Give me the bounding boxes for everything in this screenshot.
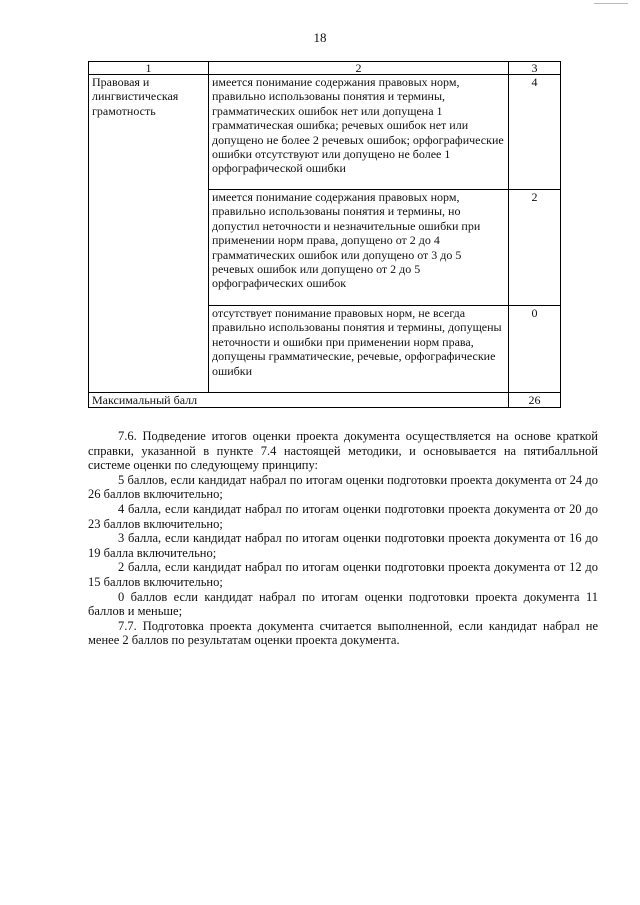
table-header-row: [89, 62, 561, 75]
header-cell-3: 3: [509, 62, 561, 75]
description-cell: отсутствует понимание правовых норм, не всегда правильно использованы понятия и термины, допущены неточности и ошибки при применении норм права, допущены грамматические, речевые, орфографические ошибки: [209, 306, 509, 393]
header-cell-1: 1: [89, 62, 209, 75]
paragraph-grade-3: 3 балла, если кандидат набрал по итогам оценки подготовки проекта документа от 16 до 19 балла включительно;: [88, 531, 598, 560]
scan-mark: [594, 3, 628, 4]
page-number: 18: [313, 30, 327, 45]
scoring-table: [88, 61, 561, 408]
max-score-value: 26: [509, 393, 561, 408]
score-cell: 0: [509, 306, 561, 393]
criterion-cell: Правовая и лингвистическая грамотность: [89, 75, 209, 393]
header-cell-2: 2: [209, 62, 509, 75]
paragraph-grade-5: 5 баллов, если кандидат набрал по итогам оценки подготовки проекта документа от 24 до 26 баллов включительно;: [88, 472, 598, 502]
body-text: [88, 429, 598, 648]
table-total-row: [89, 393, 561, 408]
paragraph-7-7: 7.7. Подготовка проекта документа считается выполненной, если кандидат набрал не менее 2 баллов по результатам оценки проекта документа.: [88, 618, 598, 648]
scoring-table-container: [88, 61, 560, 408]
score-cell: 4: [509, 75, 561, 190]
paragraph-grade-2: 2 балла, если кандидат набрал по итогам оценки подготовки проекта документа от 12 до 15 баллов включительно;: [88, 560, 598, 589]
description-cell: имеется понимание содержания правовых норм, правильно использованы понятия и термины, но допустил неточности и незначительные ошибки при применении норм права, допущено от 2 до 4 грамматических ошибок или допущено от 3 до 5 речевых ошибок или допущено от 2 до 5 орфографических ошибок: [209, 190, 509, 306]
paragraph-7-6: 7.6. Подведение итогов оценки проекта документа осуществляется на основе краткой справки, указанной в пункте 7.4 настоящей методики, и основывается на пятибалльной системе оценки по следующему принципу:: [88, 429, 598, 473]
table-row: [89, 75, 561, 190]
paragraph-grade-0: 0 баллов если кандидат набрал по итогам оценки подготовки проекта документа 11 баллов и меньше;: [88, 589, 598, 619]
max-score-label: Максимальный балл: [89, 393, 509, 408]
paragraph-grade-4: 4 балла, если кандидат набрал по итогам оценки подготовки проекта документа от 20 до 23 баллов включительно;: [88, 501, 598, 531]
score-cell: 2: [509, 190, 561, 306]
description-cell: имеется понимание содержания правовых норм, правильно использованы понятия и термины, грамматических ошибок нет или допущена 1 грамматическая ошибка; речевых ошибок нет или допущено не более 2 речевых ошибок; орфографические ошибки отсутствуют или допущено не более 1 орфографической ошибки: [209, 75, 509, 190]
